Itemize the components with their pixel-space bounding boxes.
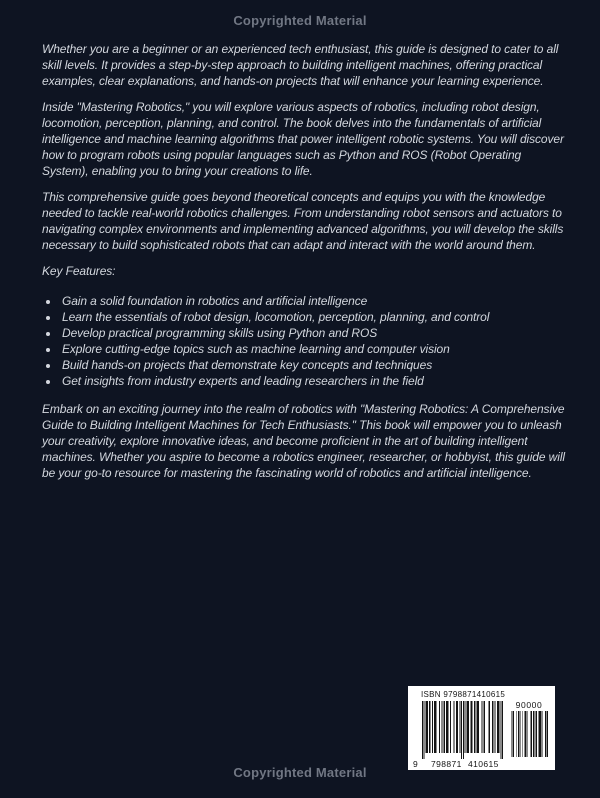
back-cover-text xyxy=(42,41,566,491)
closing-paragraph: Embark on an exciting journey into the realm of robotics with "Mastering Robotics: A Comprehensive Guide to Building Intelligent Machines for Tech Enthusiasts." This book will empower you to unleash your creativity, explore innovative ideas, and become proficient in the art of building intelligent machines. Whether you aspire to become a robotics engineer, researcher, or hobbyist, this guide will be your go-to resource for mastering the fascinating world of robotics and artificial intelligence. xyxy=(42,402,565,480)
key-feature-item: • Learn the essentials of robot design, locomotion, perception, planning, and control xyxy=(60,309,566,325)
key-feature-item: • Get insights from industry experts and leading researchers in the field xyxy=(60,373,566,389)
key-feature-item: • Explore cutting-edge topics such as machine learning and computer vision xyxy=(60,341,566,357)
ean5-barcode xyxy=(510,711,548,757)
key-feature-item: • Gain a solid foundation in robotics and artificial intelligence xyxy=(60,293,566,309)
paragraph-inside: Inside "Mastering Robotics," you will explore various aspects of robotics, including robot design, locomotion, perception, planning, and control. The book delves into the fundamentals of artificial intelligence and machine learning algorithms that power intelligent robotic systems. You will discover how to program robots using popular languages such as Python and ROS (Robot Operating System), enabling you to bring your creations to life. xyxy=(42,100,564,178)
paragraph-comprehensive: This comprehensive guide goes beyond theoretical concepts and equips you with the knowledge needed to tackle real-world robotics challenges. From understanding robot sensors and actuators to navigating complex environments and implementing advanced algorithms, you will develop the skills necessary to build sophisticated robots that can adapt and interact with the world around them. xyxy=(42,190,564,252)
ean13-block xyxy=(413,701,503,769)
supplement-label: 90000 xyxy=(515,700,543,710)
key-feature-item: • Build hands-on projects that demonstrate key concepts and techniques xyxy=(60,357,566,373)
barcode-digit-group-2: 410615 xyxy=(468,759,499,769)
ean5-block xyxy=(509,701,549,757)
key-feature-item: • Develop practical programming skills using Python and ROS xyxy=(60,325,566,341)
paragraph-intro: Whether you are a beginner or an experienced tech enthusiast, this guide is designed to cater to all skill levels. It provides a step-by-step approach to building intelligent machines, offering practical examples, clear explanations, and hands-on projects that will enhance your learning experience. xyxy=(42,42,559,88)
barcode-digit-group-1: 798871 xyxy=(431,759,462,769)
barcode-panel xyxy=(408,686,555,770)
isbn-label: ISBN 9798871410615 xyxy=(421,690,506,699)
barcode-digit-lead: 9 xyxy=(413,759,418,769)
copyrighted-material-top: Copyrighted Material xyxy=(233,13,367,28)
key-features-list xyxy=(42,293,566,389)
ean13-barcode xyxy=(422,701,503,759)
copyrighted-material-bottom: Copyrighted Material xyxy=(233,765,367,780)
key-features-heading: Key Features: xyxy=(42,264,116,278)
barcode-row xyxy=(413,700,555,769)
